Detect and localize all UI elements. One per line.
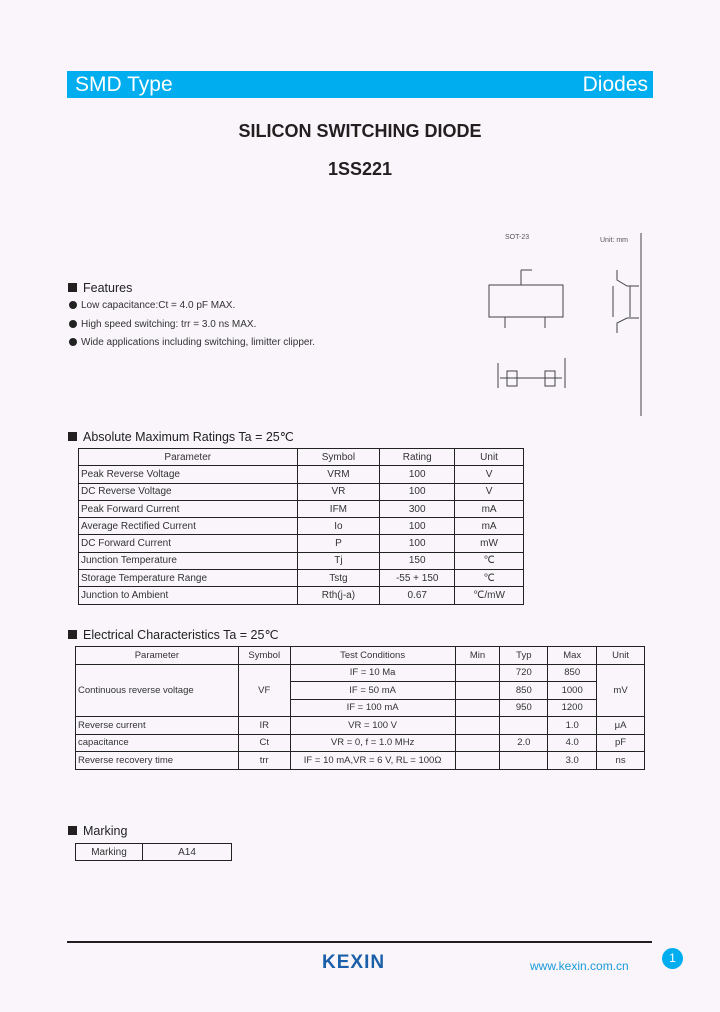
marking-value: A14 xyxy=(143,844,232,861)
table-cell: 850 xyxy=(500,682,548,700)
column-header: Rating xyxy=(380,449,455,466)
table-cell: IFM xyxy=(297,500,380,517)
column-header: Symbol xyxy=(297,449,380,466)
page-number: 1 xyxy=(662,948,683,969)
kexin-logo: KEXIN xyxy=(322,952,386,973)
footer-divider xyxy=(67,941,652,943)
abs-max-table xyxy=(78,448,524,605)
elec-table xyxy=(75,646,645,770)
part-number: 1SS221 xyxy=(327,159,393,179)
table-cell: Tj xyxy=(297,552,380,569)
table-cell: 100 xyxy=(380,518,455,535)
table-cell: ℃ xyxy=(455,552,524,569)
table-header-row xyxy=(79,449,524,466)
column-header: Parameter xyxy=(76,647,239,665)
table-cell: mA xyxy=(455,500,524,517)
table-cell: mA xyxy=(455,518,524,535)
table-cell: IF = 10 mA,VR = 6 V, RL = 100Ω xyxy=(290,752,455,770)
table-row xyxy=(76,734,645,752)
table-row xyxy=(76,752,645,770)
table-cell: Continuous reverse voltage xyxy=(76,664,239,717)
column-header: Symbol xyxy=(238,647,290,665)
table-row xyxy=(79,483,524,500)
column-header: Unit xyxy=(597,647,645,665)
table-cell xyxy=(455,717,500,735)
table-cell: 2.0 xyxy=(500,734,548,752)
column-header: Parameter xyxy=(79,449,298,466)
header-left: SMD Type xyxy=(75,73,173,96)
table-cell: Rth(j-a) xyxy=(297,587,380,604)
footer-url[interactable]: www.kexin.com.cn xyxy=(530,959,629,973)
table-cell: 3.0 xyxy=(548,752,597,770)
sot23-outline-drawing xyxy=(470,228,650,418)
table-cell: -55 + 150 xyxy=(380,570,455,587)
column-header: Typ xyxy=(500,647,548,665)
table-cell: 1200 xyxy=(548,699,597,717)
table-cell: Ct xyxy=(238,734,290,752)
table-cell xyxy=(455,734,500,752)
table-cell: 720 xyxy=(500,664,548,682)
table-cell: VF xyxy=(238,664,290,717)
table-cell: Peak Forward Current xyxy=(79,500,298,517)
table-cell: Average Rectified Current xyxy=(79,518,298,535)
column-header: Test Conditions xyxy=(290,647,455,665)
table-cell: IF = 10 Ma xyxy=(290,664,455,682)
table-row xyxy=(76,717,645,735)
table-cell: 1000 xyxy=(548,682,597,700)
table-row xyxy=(79,552,524,569)
marking-label: Marking xyxy=(76,844,143,861)
table-cell: 150 xyxy=(380,552,455,569)
table-cell: 300 xyxy=(380,500,455,517)
table-cell: Reverse recovery time xyxy=(76,752,239,770)
table-cell: 0.67 xyxy=(380,587,455,604)
table-cell: V xyxy=(455,466,524,483)
header-right: Diodes xyxy=(582,73,648,96)
table-cell: mW xyxy=(455,535,524,552)
package-name: SOT-23 xyxy=(505,234,530,241)
table-cell: VR xyxy=(297,483,380,500)
table-cell: V xyxy=(455,483,524,500)
table-cell: Storage Temperature Range xyxy=(79,570,298,587)
table-cell: 1.0 xyxy=(548,717,597,735)
table-cell: VR = 100 V xyxy=(290,717,455,735)
table-cell: IR xyxy=(238,717,290,735)
table-cell xyxy=(455,752,500,770)
table-cell: trr xyxy=(238,752,290,770)
marking-table xyxy=(75,843,232,861)
table-cell: ℃ xyxy=(455,570,524,587)
column-header: Min xyxy=(455,647,500,665)
table-cell xyxy=(455,664,500,682)
table-cell: 100 xyxy=(380,535,455,552)
package-diagram xyxy=(470,228,650,418)
table-cell: IF = 50 mA xyxy=(290,682,455,700)
table-cell: IF = 100 mA xyxy=(290,699,455,717)
doc-title: SILICON SWITCHING DIODE xyxy=(238,121,482,141)
table-cell: ℃/mW xyxy=(455,587,524,604)
table-header-row xyxy=(76,647,645,665)
feature-item: Wide applications including switching, limitter clipper. xyxy=(69,337,315,348)
table-cell: ns xyxy=(597,752,645,770)
table-row xyxy=(79,466,524,483)
table-cell: Tstg xyxy=(297,570,380,587)
feature-item: High speed switching: trr = 3.0 ns MAX. xyxy=(69,319,256,330)
table-cell: VR = 0, f = 1.0 MHz xyxy=(290,734,455,752)
column-header: Max xyxy=(548,647,597,665)
table-cell xyxy=(455,682,500,700)
table-cell: 100 xyxy=(380,483,455,500)
table-cell xyxy=(500,752,548,770)
table-cell xyxy=(500,717,548,735)
table-cell: Junction Temperature xyxy=(79,552,298,569)
table-cell: Io xyxy=(297,518,380,535)
abs-max-heading: Absolute Maximum Ratings Ta = 25℃ xyxy=(68,429,294,444)
table-cell: μA xyxy=(597,717,645,735)
table-cell: capacitance xyxy=(76,734,239,752)
table-cell: pF xyxy=(597,734,645,752)
column-header: Unit xyxy=(455,449,524,466)
table-row xyxy=(79,535,524,552)
table-row xyxy=(79,500,524,517)
features-heading: Features xyxy=(68,281,132,295)
header-bar xyxy=(67,71,653,98)
elec-heading: Electrical Characteristics Ta = 25℃ xyxy=(68,627,278,642)
table-row xyxy=(79,587,524,604)
table-cell: DC Reverse Voltage xyxy=(79,483,298,500)
table-row xyxy=(79,518,524,535)
table-cell: mV xyxy=(597,664,645,717)
table-row xyxy=(79,570,524,587)
table-cell: DC Forward Current xyxy=(79,535,298,552)
table-cell: P xyxy=(297,535,380,552)
table-cell: Reverse current xyxy=(76,717,239,735)
table-row xyxy=(76,664,645,682)
table-cell: 850 xyxy=(548,664,597,682)
package-unit: Unit: mm xyxy=(600,237,628,244)
table-cell: Junction to Ambient xyxy=(79,587,298,604)
table-cell: VRM xyxy=(297,466,380,483)
table-cell: 4.0 xyxy=(548,734,597,752)
feature-item: Low capacitance:Ct = 4.0 pF MAX. xyxy=(69,300,235,311)
table-cell: Peak Reverse Voltage xyxy=(79,466,298,483)
table-cell: 100 xyxy=(380,466,455,483)
marking-heading: Marking xyxy=(68,824,127,838)
table-cell xyxy=(455,699,500,717)
table-cell: 950 xyxy=(500,699,548,717)
